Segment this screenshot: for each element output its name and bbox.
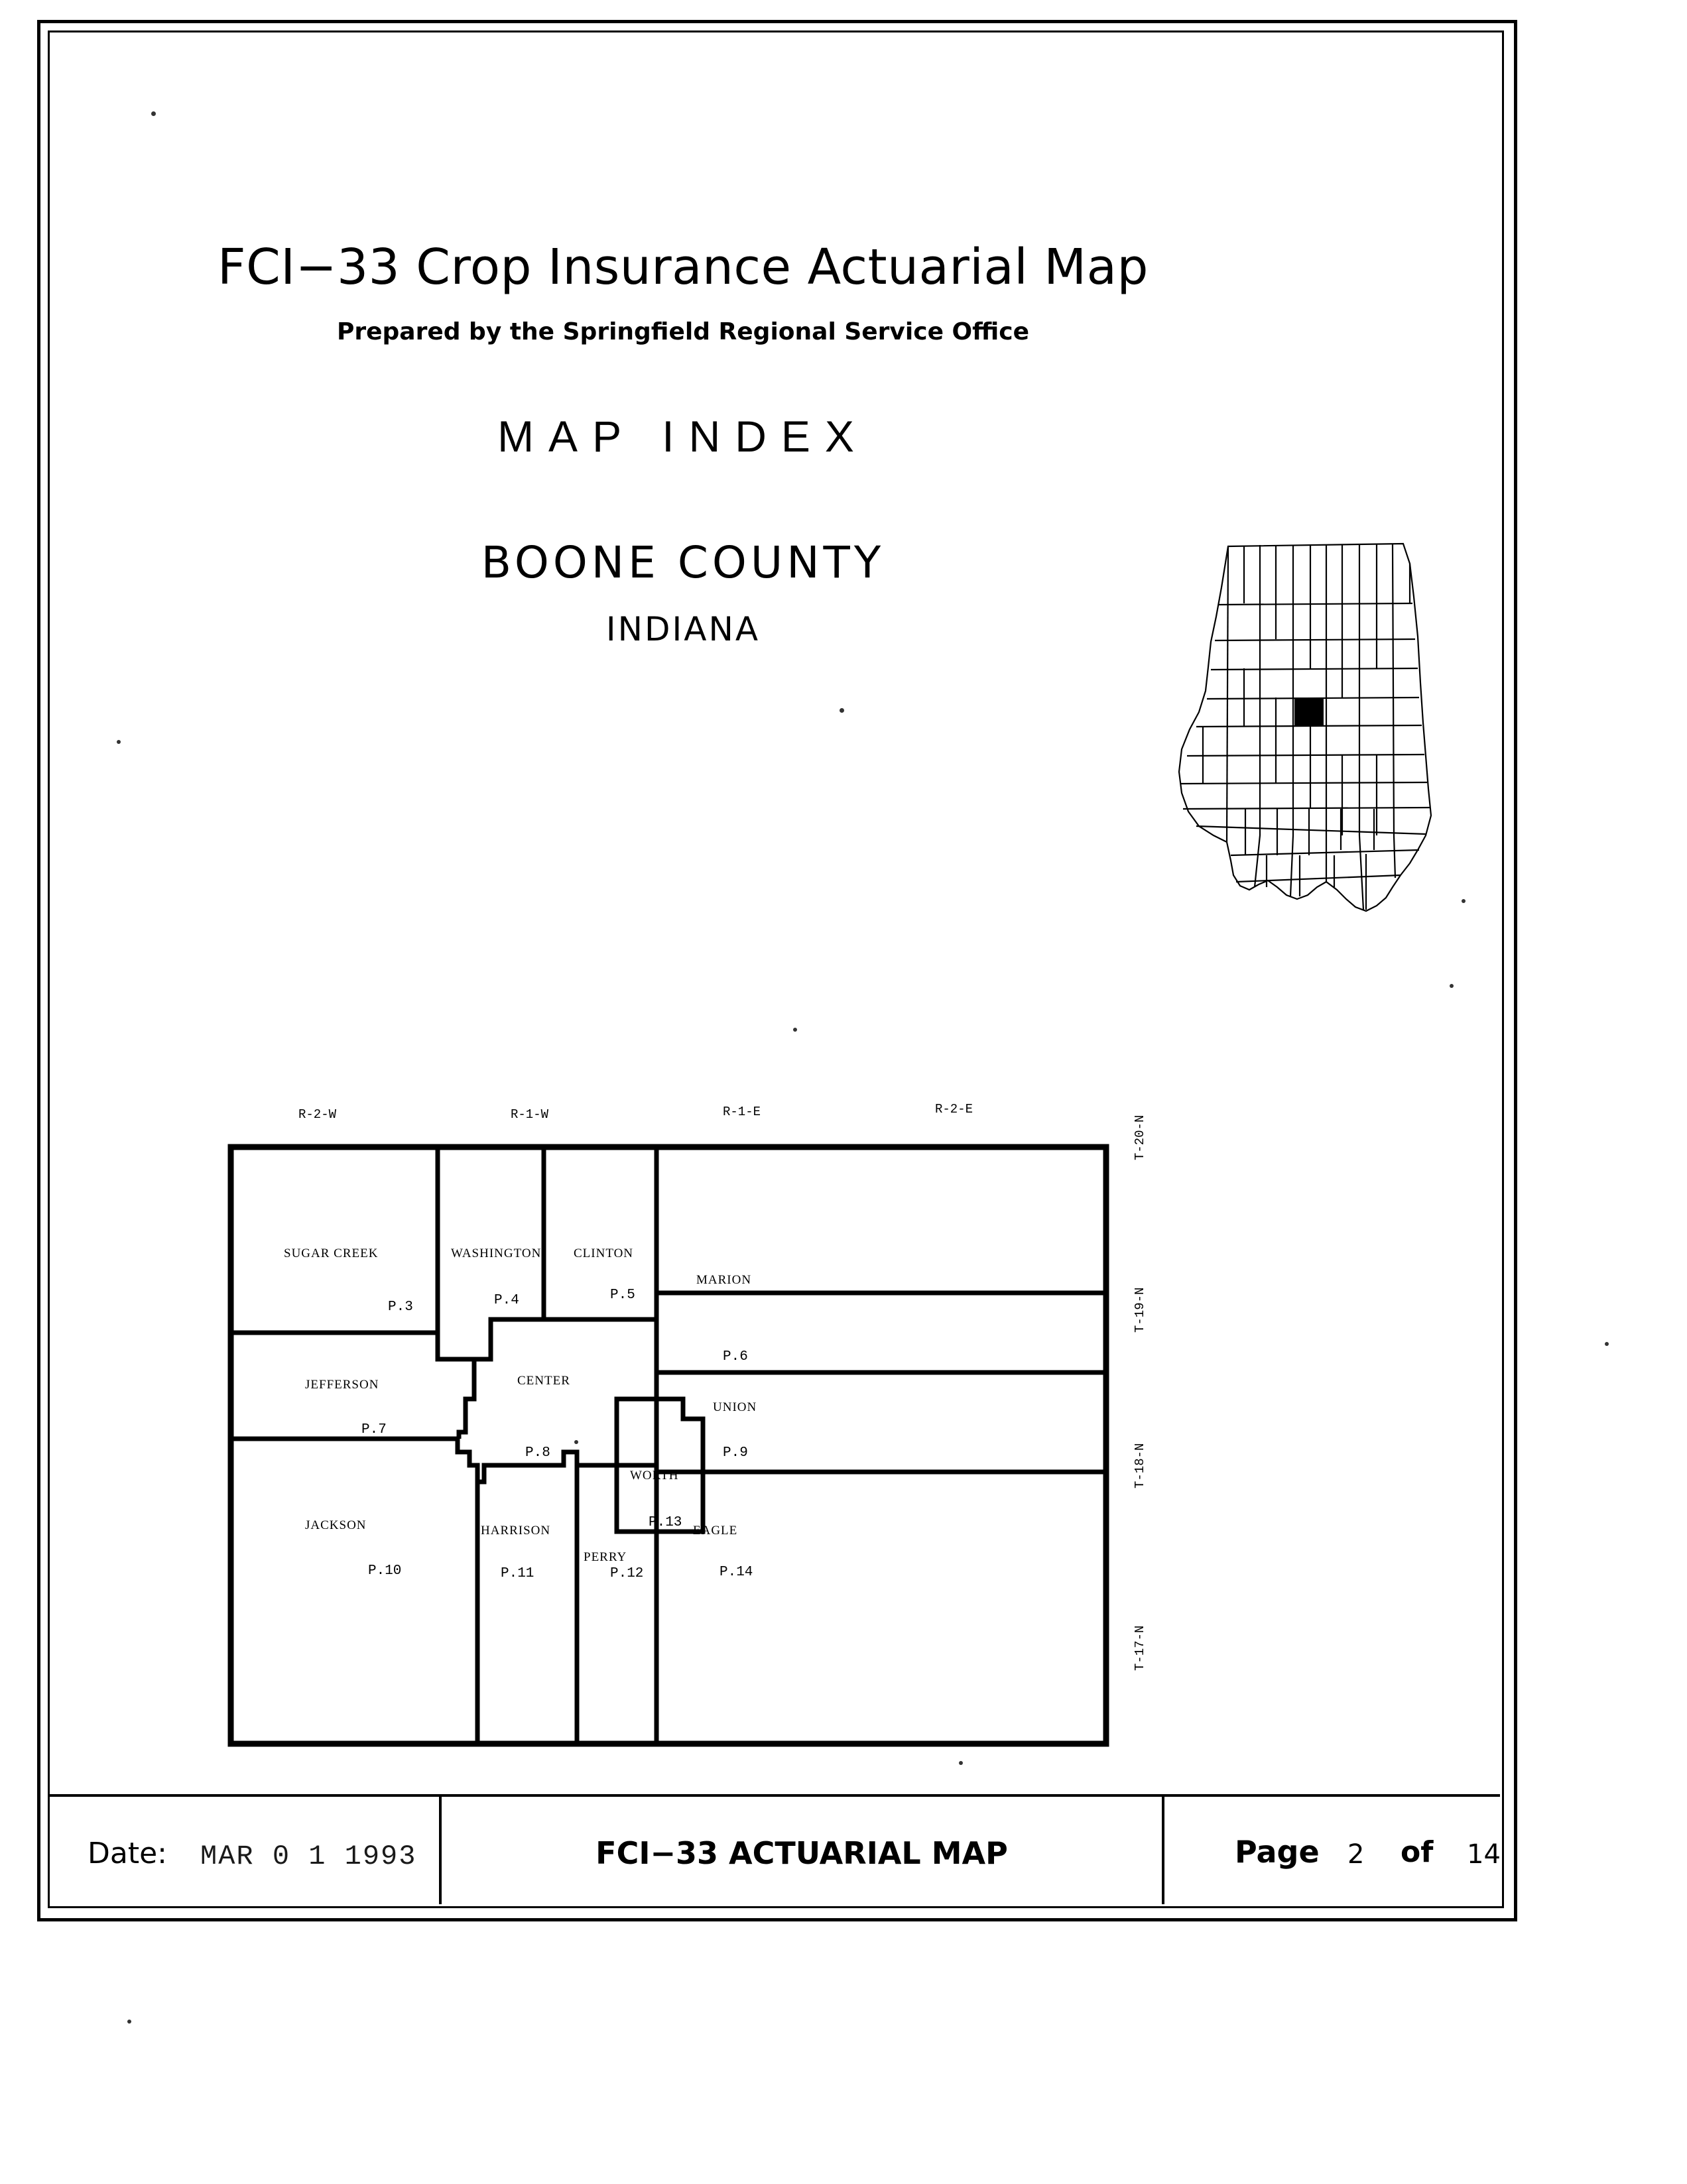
state-name: INDIANA [605, 610, 761, 648]
township-page-washington: P.4 [494, 1293, 519, 1308]
township-name-jackson: JACKSON [305, 1518, 367, 1532]
township-page-sugar-creek: P.3 [388, 1300, 413, 1315]
footer-page-total: 14 [1467, 1839, 1501, 1870]
township-page-clinton: P.5 [610, 1288, 635, 1303]
state-locator-map [1167, 524, 1446, 935]
township-name-perry: PERRY [584, 1550, 627, 1564]
footer-date-value: MAR 0 1 1993 [200, 1841, 417, 1872]
footer-date-label: Date: [88, 1837, 167, 1870]
page-title: FCI−33 Crop Insurance Actuarial Map [218, 239, 1149, 296]
scan-speck [1462, 899, 1466, 903]
township-page-jefferson: P.7 [361, 1422, 387, 1437]
footer-divider-right [1162, 1797, 1164, 1904]
township-name-worth: WORTH [630, 1469, 679, 1483]
township-page-eagle: P.14 [719, 1565, 753, 1580]
footer-of-label: of [1401, 1835, 1434, 1869]
scan-speck [840, 708, 844, 713]
township-page-worth: P.13 [649, 1515, 682, 1530]
scan-speck [574, 1440, 578, 1444]
scan-speck [1605, 1342, 1609, 1346]
township-page-marion: P.6 [723, 1349, 748, 1365]
range-label-r1w: R-1-W [511, 1107, 549, 1122]
township-name-jefferson: JEFFERSON [305, 1378, 379, 1392]
footer-map-title: FCI−33 ACTUARIAL MAP [595, 1835, 1008, 1871]
township-name-sugar-creek: SUGAR CREEK [284, 1246, 379, 1260]
township-name-clinton: CLINTON [574, 1246, 634, 1260]
township-page-perry: P.12 [610, 1566, 644, 1581]
page-subtitle: Prepared by the Springfield Regional Service Office [336, 318, 1030, 345]
scan-speck [127, 2020, 131, 2024]
highlight-county-boone [1294, 698, 1324, 725]
footer-block [48, 1794, 1500, 1904]
scan-speck [793, 1028, 797, 1032]
footer-page-label: Page [1235, 1834, 1320, 1870]
scan-speck [151, 111, 156, 116]
scan-speck [959, 1761, 963, 1765]
county-township-index-map [219, 1102, 1147, 1750]
township-page-union: P.9 [723, 1445, 748, 1461]
township-name-center: CENTER [517, 1374, 570, 1388]
township-page-jackson: P.10 [368, 1563, 402, 1579]
township-label-t19n: T-19-N [1133, 1287, 1147, 1333]
scan-speck [117, 740, 121, 744]
township-name-marion: MARION [696, 1273, 752, 1287]
footer-divider-top [48, 1794, 1500, 1797]
township-page-center: P.8 [525, 1445, 550, 1461]
township-name-union: UNION [713, 1400, 757, 1414]
township-label-t17n: T-17-N [1133, 1625, 1147, 1671]
scan-speck [1450, 984, 1454, 988]
township-name-washington: WASHINGTON [451, 1246, 542, 1260]
township-name-harrison: HARRISON [481, 1524, 551, 1538]
footer-page-number: 2 [1347, 1839, 1365, 1870]
range-label-r1e: R-1-E [723, 1105, 761, 1119]
county-name: BOONE COUNTY [481, 537, 885, 588]
township-label-t20n: T-20-N [1133, 1115, 1147, 1160]
map-index-heading: MAP INDEX [497, 412, 869, 461]
township-label-t18n: T-18-N [1133, 1443, 1147, 1488]
township-name-eagle: EAGLE [693, 1524, 738, 1538]
township-page-harrison: P.11 [501, 1566, 534, 1581]
range-label-r2e: R-2-E [935, 1102, 973, 1117]
range-label-r2w: R-2-W [298, 1107, 337, 1122]
